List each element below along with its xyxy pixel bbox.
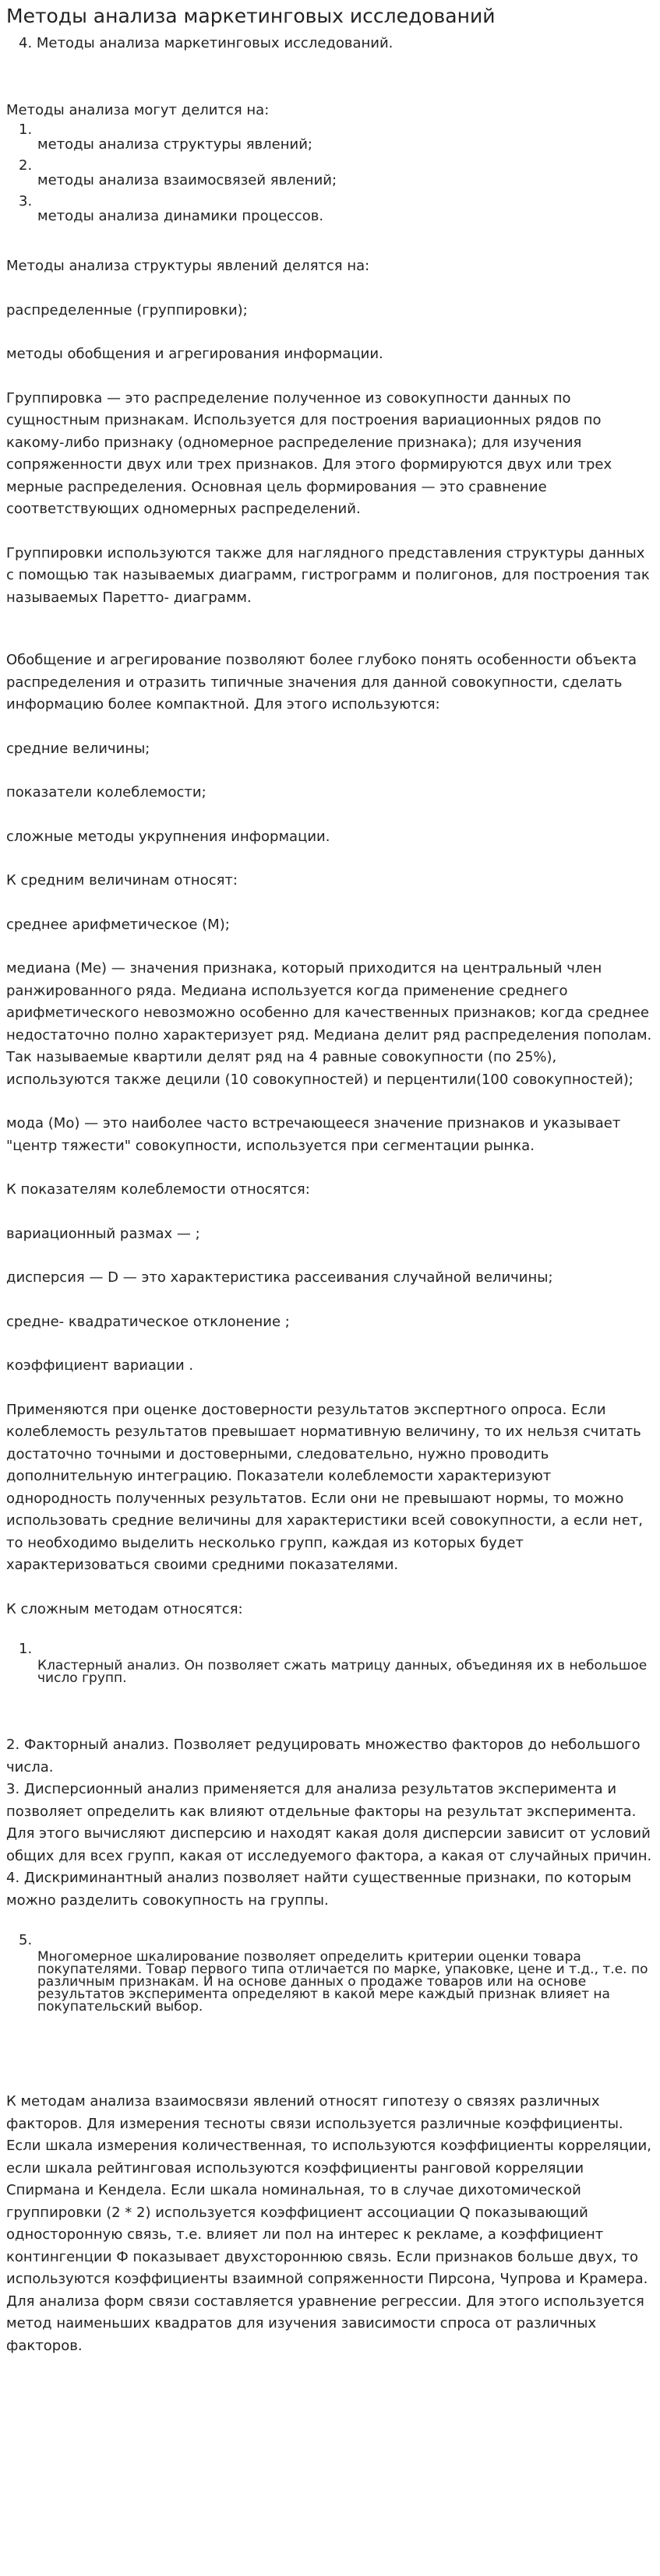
list-line: среднее арифметическое (М); <box>6 916 230 933</box>
list-number: 1. <box>19 1641 33 1657</box>
list-line: средние величины; <box>6 740 150 757</box>
page-title: Методы анализа маркетинговых исследований <box>6 5 496 27</box>
cluster-list-item <box>6 1642 654 1684</box>
list-number: 1. <box>19 121 33 138</box>
section-heading: 4. Методы анализа маркетинговых исследований. <box>19 35 394 51</box>
list-line: коэффициент вариации . <box>6 1357 194 1374</box>
mds-list-item <box>6 1934 654 2013</box>
median-paragraph: медиана (Ме) — значения признака, который приходится на центральный член ранжированного ряда. Медиана используется когда применение среднего арифметического невозможно особенно для качественных признаков; когда среднее недостаточно полно характеризует ряд. Медиана делит ряд распределения пополам. Так называемые квартили делят ряд на 4 равные совокупности (по 25%), используются также децили (10 совокупностей) и перцентили(100 совокупностей); <box>6 960 652 1088</box>
list-item <box>6 159 654 188</box>
list-line: дисперсия — D — это характеристика рассеивания случайной величины; <box>6 1269 553 1286</box>
structure-intro: Методы анализа структуры явлений делятся на: <box>6 258 370 274</box>
expert-paragraph: Применяются при оценке достоверности результатов экспертного опроса. Если колеблемость результатов превышает нормативную величину, то их нельзя считать достаточно точными и достоверными, следовательно, нужно проводить дополнительную интеграцию. Показатели колеблемости характеризуют однородность полученных результатов. Если они не превышают нормы, то можно использовать средние величины для характеристики всей совокупности, а если нет, то необходимо выделить несколько групп, каждая из которых будет характеризоваться своими средними показателями. <box>6 1401 643 1573</box>
relationships-paragraph: К методам анализа взаимосвязи явлений относят гипотезу о связях различных факторов. Для измерения тесноты связи используется различные коэффициенты. Если шкала измерения количественная, то используются коэффициенты корреляции, если шкала рейтинговая используются коэффициенты ранговой корреляции Спирмана и Кендела. Если шкала номинальная, то в случае дихотомической группировки (2 * 2) используется коэффициент ассоциации Q показывающий односторонную связь, т.е. влияет ли пол на интерес к рекламе, а коэффициент контингенции Ф показывает двухстороннюю связь. Если признаков больше двух, то используются коэффициенты взаимной сопряженности Пирсона, Чупрова и Крамера. Для анализа форм связи составляется уравнение регрессии. Для этого используется метод наименьших квадратов для изучения зависимости спроса от различных факторов. <box>6 2093 651 2354</box>
list-line: показатели колеблемости; <box>6 784 206 801</box>
structure-item: методы обобщения и агрегирования информации. <box>6 346 383 362</box>
generalization-paragraph: Обобщение и агрегирование позволяют более глубоко понять особенности объекта распределения и отразить типичные значения для данной совокупности, сделать информацию более компактной. Для этого используются: <box>6 652 637 713</box>
document <box>0 5 660 2357</box>
list-line: сложные методы укрупнения информации. <box>6 828 330 845</box>
list-line: средне- квадратическое отклонение ; <box>6 1313 290 1330</box>
complex-intro: К сложным методам относятся: <box>6 1600 243 1617</box>
factor-paragraph: 2. Факторный анализ. Позволяет редуцировать множество факторов до небольшого числа. <box>6 1737 641 1775</box>
intro-paragraph: Методы анализа могут делится на: <box>6 101 270 118</box>
list-item-text: методы анализа структуры явлений; <box>37 136 312 153</box>
methods-list <box>6 123 654 224</box>
dispersion-analysis-paragraph: 3. Дисперсионный анализ применяется для анализа результатов эксперимента и позволяет определить как влияют отдельные факторы на результат эксперимента. Для этого вычисляют дисперсию и находят какая доля дисперсии зависит от условий общих для всех групп, какая от исследуемого фактора, а какая от случайных причин. <box>6 1781 652 1864</box>
list-item <box>6 195 654 224</box>
list-item-text: Кластерный анализ. Он позволяет сжать матрицу данных, объединяя их в небольшое число групп. <box>37 1658 648 1686</box>
structure-item: распределенные (группировки); <box>6 301 248 318</box>
list-line: вариационный размах — ; <box>6 1225 200 1242</box>
discriminant-paragraph: 4. Дискриминантный анализ позволяет найти существенные признаки, по которым можно разделить совокупность на группы. <box>6 1870 632 1909</box>
list-item-text: методы анализа динамики процессов. <box>37 208 324 224</box>
grouping-paragraph-2: Группировки используются также для наглядного представления структуры данных с помощью так называемых диаграмм, гистрограмм и полигонов, для построения так называемых Паретто- диаграмм. <box>6 544 650 606</box>
list-number: 2. <box>19 157 33 174</box>
list-item-text: Многомерное шкалирование позволяет определить критерии оценки товара покупателями. Товар первого типа отличается по марке, упаковке, цене и т.д., т.е. по различным признакам. И на основе данных о продаже товаров или на основе результатов эксперимента определяют в какой мере каждый признак влияет на покупательский выбор. <box>37 1949 648 2015</box>
grouping-paragraph: Группировка — это распределение полученное из совокупности данных по сущностным признакам. Используется для построения вариационных рядов по какому-либо признаку (одномерное распределение признака); для изучения сопряженности двух или трех признаков. Для этого формируются двух или трех мерные распределения. Основная цель формирования — это сравнение соответствующих одномерных распределений. <box>6 389 612 517</box>
variation-intro: К показателям колеблемости относятся: <box>6 1181 310 1198</box>
list-item-text: методы анализа взаимосвязей явлений; <box>37 172 337 188</box>
averages-intro: К средним величинам относят: <box>6 872 238 889</box>
list-number: 3. <box>19 193 33 209</box>
list-item <box>6 123 654 153</box>
list-number: 5. <box>19 1932 33 1948</box>
mode-paragraph: мода (Мо) — это наиболее часто встречающееся значение признаков и указывает "центр тяжести" совокупности, используется при сегментации рынка. <box>6 1115 621 1154</box>
